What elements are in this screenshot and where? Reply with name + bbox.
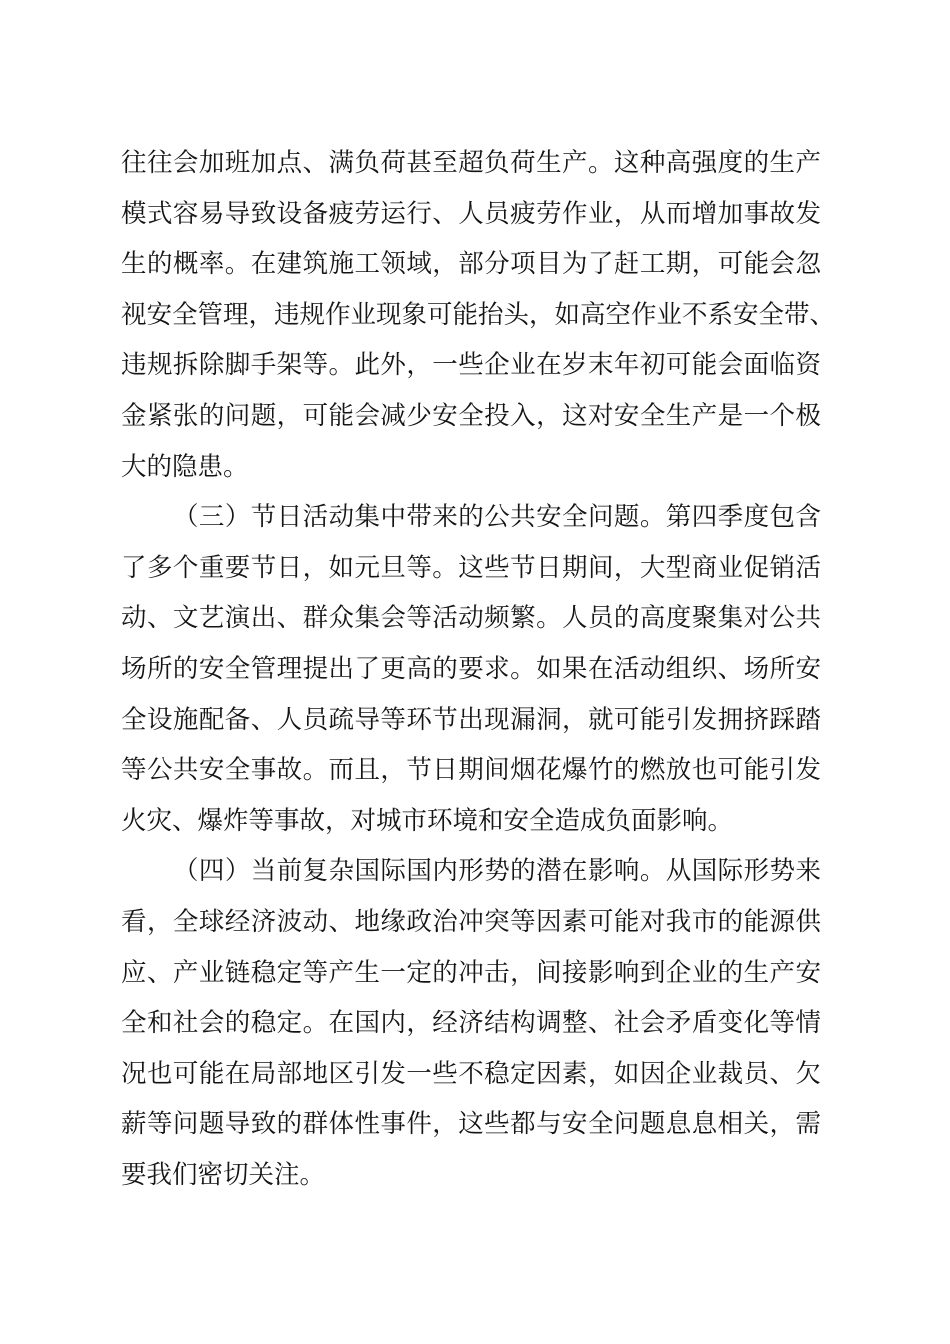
paragraph-3-line-1: （四）当前复杂国际国内形势的潜在影响。从国际形势来: [173, 856, 821, 887]
paragraph-2-line-4: 场所的安全管理提出了更高的要求。如果在活动组织、场所安: [121, 653, 821, 684]
paragraph-1-line-2: 模式容易导致设备疲劳运行、人员疲劳作业，从而增加事故发: [121, 198, 821, 229]
paragraph-2-line-6: 等公共安全事故。而且，节日期间烟花爆竹的燃放也可能引发: [121, 755, 821, 786]
paragraph-3-line-3: 应、产业链稳定等产生一定的冲击，间接影响到企业的生产安: [121, 957, 821, 988]
paragraph-2-line-7: 火灾、爆炸等事故，对城市环境和安全造成负面影响。: [121, 805, 734, 836]
paragraph-1-line-3: 生的概率。在建筑施工领域，部分项目为了赶工期，可能会忽: [121, 249, 821, 280]
paragraph-1-line-7: 大的隐患。: [121, 451, 249, 482]
paragraph-1-line-6: 金紧张的问题，可能会减少安全投入，这对安全生产是一个极: [121, 400, 821, 431]
paragraph-3-line-4: 全和社会的稳定。在国内，经济结构调整、社会矛盾变化等情: [121, 1008, 821, 1039]
paragraph-2-line-5: 全设施配备、人员疏导等环节出现漏洞，就可能引发拥挤踩踏: [121, 704, 821, 735]
paragraph-2-line-2: 了多个重要节日，如元旦等。这些节日期间，大型商业促销活: [121, 552, 821, 583]
paragraph-1-line-5: 违规拆除脚手架等。此外，一些企业在岁末年初可能会面临资: [121, 350, 821, 381]
paragraph-3-line-5: 况也可能在局部地区引发一些不稳定因素，如因企业裁员、欠: [121, 1058, 821, 1089]
paragraph-2-line-3: 动、文艺演出、群众集会等活动频繁。人员的高度聚集对公共: [121, 603, 821, 634]
paragraph-3-line-2: 看，全球经济波动、地缘政治冲突等因素可能对我市的能源供: [121, 906, 821, 937]
paragraph-2-line-1: （三）节日活动集中带来的公共安全问题。第四季度包含: [173, 502, 821, 533]
paragraph-3-line-6: 薪等问题导致的群体性事件，这些都与安全问题息息相关，需: [121, 1109, 821, 1140]
paragraph-1-line-4: 视安全管理，违规作业现象可能抬头，如高空作业不系安全带、: [121, 299, 836, 330]
document-body: [121, 138, 836, 1200]
paragraph-1-line-1: 往往会加班加点、满负荷甚至超负荷生产。这种高强度的生产: [121, 148, 821, 178]
paragraph-3-line-7: 要我们密切关注。: [121, 1159, 326, 1190]
